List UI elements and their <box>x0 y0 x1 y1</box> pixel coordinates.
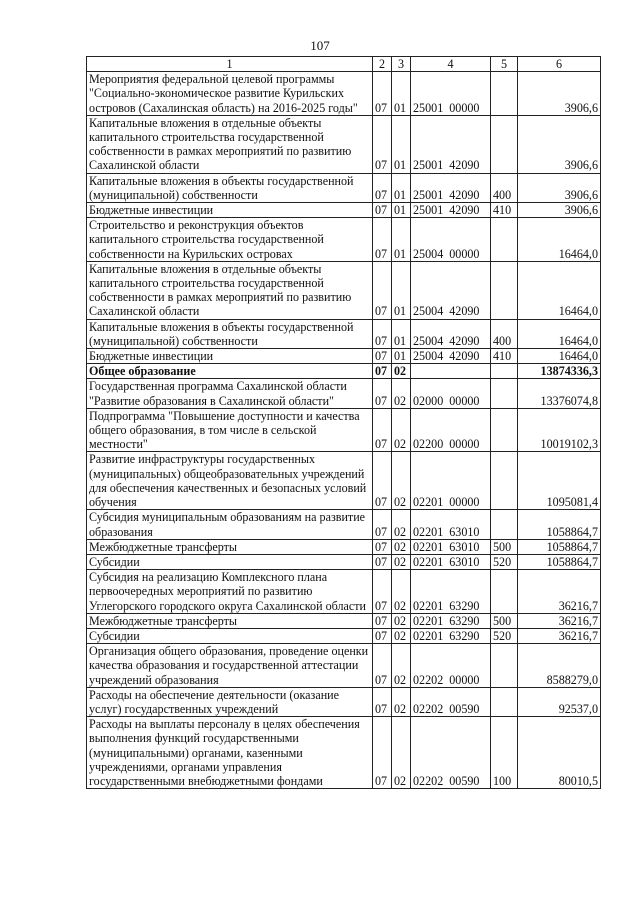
expense-type-cell: 500 <box>491 539 518 554</box>
amount-cell: 1095081,4 <box>518 452 601 510</box>
subsection-code-cell: 02 <box>392 452 411 510</box>
column-header: 1 <box>87 57 373 72</box>
subsection-code-cell: 01 <box>392 261 411 319</box>
section-code-cell: 07 <box>373 644 392 688</box>
expense-type-cell <box>491 644 518 688</box>
amount-cell: 16464,0 <box>518 218 601 262</box>
target-article-part2: 42090 <box>449 187 480 202</box>
column-header: 3 <box>392 57 411 72</box>
table-row <box>87 379 601 408</box>
target-article-part2: 42090 <box>449 333 480 348</box>
amount-cell: 1058864,7 <box>518 510 601 539</box>
expense-type-cell <box>491 72 518 116</box>
target-article-cell <box>411 687 491 716</box>
subsection-code-cell: 02 <box>392 510 411 539</box>
row-name-cell: Субсидия муниципальным образованиям на развитие образования <box>87 510 373 539</box>
section-code-cell: 07 <box>373 613 392 628</box>
amount-cell: 1058864,7 <box>518 554 601 569</box>
target-article-part2: 00000 <box>449 393 480 408</box>
target-article-part2: 42090 <box>449 349 480 364</box>
row-name-cell: Межбюджетные трансферты <box>87 613 373 628</box>
row-name-cell: Субсидии <box>87 628 373 643</box>
amount-cell: 3906,6 <box>518 173 601 202</box>
amount-cell: 3906,6 <box>518 72 601 116</box>
target-article-cell <box>411 510 491 539</box>
row-name-cell: Капитальные вложения в отдельные объекты капитального строительства государственной собственности в рамках мероприятий по развитию Сахалинской области <box>87 115 373 173</box>
amount-cell: 3906,6 <box>518 115 601 173</box>
target-article-part1: 25001 <box>413 100 444 115</box>
amount-cell: 13376074,8 <box>518 379 601 408</box>
row-name-cell: Государственная программа Сахалинской области "Развитие образования в Сахалинской области" <box>87 379 373 408</box>
target-article-part1: 02201 <box>413 628 444 643</box>
target-article-part2: 42090 <box>449 304 480 319</box>
expense-type-cell: 400 <box>491 319 518 348</box>
row-name-cell: Капитальные вложения в отдельные объекты капитального строительства государственной собственности в рамках мероприятий по развитию Сахалинской области <box>87 261 373 319</box>
section-code-cell: 07 <box>373 349 392 364</box>
target-article-part2: 00000 <box>449 246 480 261</box>
expense-type-cell <box>491 687 518 716</box>
section-code-cell: 07 <box>373 510 392 539</box>
table-row <box>87 570 601 614</box>
subsection-code-cell: 01 <box>392 115 411 173</box>
target-article-cell <box>411 203 491 218</box>
target-article-cell <box>411 570 491 614</box>
target-article-part1: 02201 <box>413 524 444 539</box>
section-code-cell: 07 <box>373 203 392 218</box>
section-code-cell: 07 <box>373 173 392 202</box>
target-article-cell <box>411 613 491 628</box>
section-code-cell: 07 <box>373 570 392 614</box>
table-row <box>87 628 601 643</box>
expense-type-cell: 410 <box>491 349 518 364</box>
expense-type-cell <box>491 218 518 262</box>
column-header: 6 <box>518 57 601 72</box>
target-article-part2: 63010 <box>449 539 480 554</box>
amount-cell: 80010,5 <box>518 717 601 789</box>
row-name-cell: Развитие инфраструктуры государственных (муниципальных) общеобразовательных учреждений для обеспечения качественных и безопасных условий обучения <box>87 452 373 510</box>
section-code-cell: 07 <box>373 539 392 554</box>
target-article-part2: 00000 <box>449 437 480 452</box>
target-article-part1: 02000 <box>413 393 444 408</box>
subsection-code-cell: 01 <box>392 72 411 116</box>
amount-cell: 92537,0 <box>518 687 601 716</box>
amount-cell: 36216,7 <box>518 570 601 614</box>
target-article-part1: 02201 <box>413 554 444 569</box>
expense-type-cell <box>491 452 518 510</box>
section-code-cell: 07 <box>373 379 392 408</box>
table-row <box>87 510 601 539</box>
amount-cell: 1058864,7 <box>518 539 601 554</box>
subsection-code-cell: 01 <box>392 349 411 364</box>
subsection-code-cell: 02 <box>392 717 411 789</box>
target-article-cell <box>411 115 491 173</box>
subsection-code-cell: 02 <box>392 644 411 688</box>
row-name-cell: Расходы на обеспечение деятельности (оказание услуг) государственных учреждений <box>87 687 373 716</box>
subsection-code-cell: 02 <box>392 687 411 716</box>
column-header: 4 <box>411 57 491 72</box>
subsection-code-cell: 02 <box>392 408 411 452</box>
expense-type-cell <box>491 379 518 408</box>
page-number: 107 <box>310 38 330 53</box>
row-name-cell: Субсидия на реализацию Комплексного плана первоочередных мероприятий по развитию Углегорского городского округа Сахалинской области <box>87 570 373 614</box>
subsection-code-cell: 02 <box>392 539 411 554</box>
table-row <box>87 539 601 554</box>
expense-type-cell <box>491 115 518 173</box>
target-article-part2: 00000 <box>449 672 480 687</box>
row-name-cell: Строительство и реконструкция объектов капитального строительства государственной собственности на Курильских островах <box>87 218 373 262</box>
target-article-part1: 25004 <box>413 304 444 319</box>
section-code-cell: 07 <box>373 319 392 348</box>
amount-cell: 16464,0 <box>518 261 601 319</box>
expense-type-cell <box>491 261 518 319</box>
subsection-code-cell: 02 <box>392 554 411 569</box>
amount-cell: 36216,7 <box>518 613 601 628</box>
table-row <box>87 261 601 319</box>
amount-cell: 13874336,3 <box>518 364 601 379</box>
target-article-part1: 25004 <box>413 349 444 364</box>
subsection-code-cell: 02 <box>392 628 411 643</box>
target-article-cell <box>411 364 491 379</box>
table-row <box>87 613 601 628</box>
target-article-cell <box>411 319 491 348</box>
target-article-part2: 63010 <box>449 554 480 569</box>
row-name-cell: Организация общего образования, проведение оценки качества образования и государственной аттестации учреждений образования <box>87 644 373 688</box>
table-row <box>87 173 601 202</box>
table-header-row <box>87 57 601 72</box>
target-article-part2: 42090 <box>449 203 480 218</box>
target-article-part2: 63010 <box>449 524 480 539</box>
section-code-cell: 07 <box>373 408 392 452</box>
section-code-cell: 07 <box>373 218 392 262</box>
expense-type-cell: 400 <box>491 173 518 202</box>
row-name-cell: Межбюджетные трансферты <box>87 539 373 554</box>
section-code-cell: 07 <box>373 628 392 643</box>
target-article-part1: 25001 <box>413 158 444 173</box>
row-name-cell: Подпрограмма "Повышение доступности и качества общего образования, в том числе в сельской местности" <box>87 408 373 452</box>
row-name-cell: Расходы на выплаты персоналу в целях обеспечения выполнения функций государственными (муниципальными) органами, казенными учреждениями, органами управления государственными внебюджетными фондами <box>87 717 373 789</box>
subsection-code-cell: 01 <box>392 218 411 262</box>
target-article-part1: 25004 <box>413 246 444 261</box>
amount-cell: 8588279,0 <box>518 644 601 688</box>
expense-type-cell: 520 <box>491 554 518 569</box>
target-article-part2: 00590 <box>449 701 480 716</box>
amount-cell: 3906,6 <box>518 203 601 218</box>
table-row <box>87 554 601 569</box>
target-article-cell <box>411 554 491 569</box>
table-row <box>87 349 601 364</box>
subsection-code-cell: 02 <box>392 570 411 614</box>
section-code-cell: 07 <box>373 261 392 319</box>
amount-cell: 10019102,3 <box>518 408 601 452</box>
expense-type-cell <box>491 570 518 614</box>
target-article-cell <box>411 72 491 116</box>
target-article-part2: 00000 <box>449 495 480 510</box>
target-article-part1: 02202 <box>413 672 444 687</box>
target-article-cell <box>411 452 491 510</box>
target-article-part1: 25004 <box>413 333 444 348</box>
row-name-cell: Бюджетные инвестиции <box>87 203 373 218</box>
expense-type-cell <box>491 408 518 452</box>
target-article-part1: 02202 <box>413 773 444 788</box>
section-code-cell: 07 <box>373 364 392 379</box>
amount-cell: 16464,0 <box>518 319 601 348</box>
table-row <box>87 319 601 348</box>
expense-type-cell <box>491 364 518 379</box>
target-article-part2: 42090 <box>449 158 480 173</box>
target-article-cell <box>411 349 491 364</box>
expense-type-cell <box>491 510 518 539</box>
table-row <box>87 72 601 116</box>
target-article-part1: 02201 <box>413 598 444 613</box>
table-row <box>87 218 601 262</box>
table-row <box>87 644 601 688</box>
amount-cell: 36216,7 <box>518 628 601 643</box>
target-article-part1: 25001 <box>413 187 444 202</box>
table-row <box>87 203 601 218</box>
target-article-cell <box>411 173 491 202</box>
table-row <box>87 687 601 716</box>
target-article-part1: 02201 <box>413 539 444 554</box>
expense-type-cell: 520 <box>491 628 518 643</box>
budget-table <box>86 56 601 789</box>
row-name-cell: Мероприятия федеральной целевой программы "Социально-экономическое развитие Курильских островов (Сахалинская область) на 2016-2025 годы" <box>87 72 373 116</box>
subsection-code-cell: 01 <box>392 203 411 218</box>
section-code-cell: 07 <box>373 452 392 510</box>
expense-type-cell: 100 <box>491 717 518 789</box>
table-row <box>87 717 601 789</box>
target-article-cell <box>411 261 491 319</box>
target-article-part1: 02201 <box>413 495 444 510</box>
table-row <box>87 408 601 452</box>
row-name-cell: Капитальные вложения в объекты государственной (муниципальной) собственности <box>87 319 373 348</box>
section-code-cell: 07 <box>373 72 392 116</box>
subsection-code-cell: 02 <box>392 613 411 628</box>
section-code-cell: 07 <box>373 115 392 173</box>
table-row <box>87 115 601 173</box>
target-article-cell <box>411 717 491 789</box>
table-body <box>87 72 601 789</box>
column-header: 2 <box>373 57 392 72</box>
table-row <box>87 364 601 379</box>
target-article-part1: 02202 <box>413 701 444 716</box>
target-article-part2: 00590 <box>449 773 480 788</box>
row-name-cell: Бюджетные инвестиции <box>87 349 373 364</box>
target-article-cell <box>411 379 491 408</box>
subsection-code-cell: 01 <box>392 319 411 348</box>
row-name-cell: Субсидии <box>87 554 373 569</box>
section-code-cell: 07 <box>373 717 392 789</box>
expense-type-cell: 410 <box>491 203 518 218</box>
target-article-part2: 63290 <box>449 613 480 628</box>
target-article-cell <box>411 218 491 262</box>
row-name-cell: Капитальные вложения в объекты государственной (муниципальной) собственности <box>87 173 373 202</box>
row-name-cell: Общее образование <box>87 364 373 379</box>
target-article-part1: 02200 <box>413 437 444 452</box>
section-code-cell: 07 <box>373 687 392 716</box>
target-article-cell <box>411 644 491 688</box>
column-header: 5 <box>491 57 518 72</box>
target-article-part1: 25001 <box>413 203 444 218</box>
target-article-part2: 63290 <box>449 628 480 643</box>
subsection-code-cell: 02 <box>392 379 411 408</box>
target-article-part2: 63290 <box>449 598 480 613</box>
table-row <box>87 452 601 510</box>
subsection-code-cell: 01 <box>392 173 411 202</box>
target-article-cell <box>411 408 491 452</box>
subsection-code-cell: 02 <box>392 364 411 379</box>
target-article-cell <box>411 539 491 554</box>
amount-cell: 16464,0 <box>518 349 601 364</box>
target-article-part1: 02201 <box>413 613 444 628</box>
target-article-part2: 00000 <box>449 100 480 115</box>
expense-type-cell: 500 <box>491 613 518 628</box>
section-code-cell: 07 <box>373 554 392 569</box>
target-article-cell <box>411 628 491 643</box>
